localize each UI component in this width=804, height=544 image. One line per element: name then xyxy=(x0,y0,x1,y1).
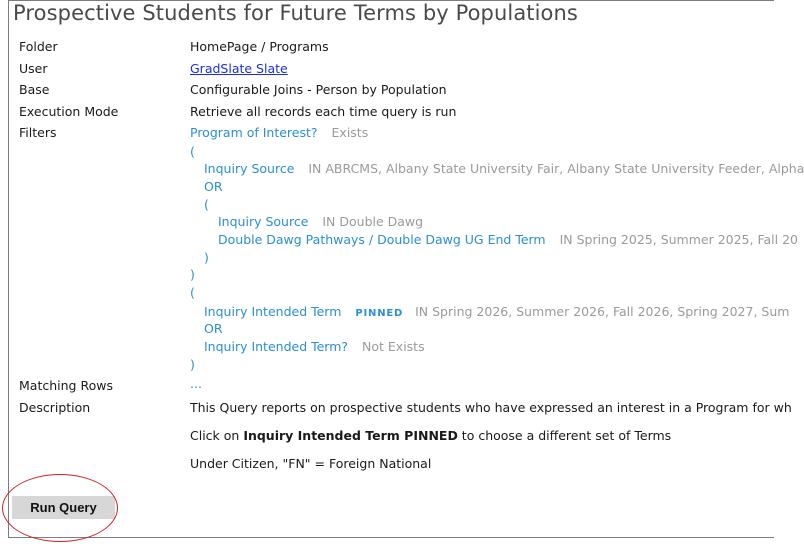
filter-inquiry-intended-term xyxy=(204,304,789,319)
description-text: to choose a different set of Terms xyxy=(457,428,672,443)
filter-operator: IN ABRCMS, Albany State University Fair, Albany State University Feeder, Alpha xyxy=(308,161,804,176)
group-close-paren: ) xyxy=(204,250,209,265)
filter-inquiry-intended-term-exists xyxy=(204,339,425,354)
group-open-paren: ( xyxy=(204,197,209,212)
or-operator: OR xyxy=(204,321,223,336)
pinned-badge[interactable]: PINNED xyxy=(355,308,404,319)
description-line-1: This Query reports on prospective students who have expressed an interest in a Program for wh xyxy=(190,400,792,415)
group-open-paren: ( xyxy=(190,285,195,300)
matching-rows-link[interactable]: ... xyxy=(190,376,202,391)
filter-inquiry-source-dd xyxy=(218,214,423,229)
filter-operator: IN Spring 2026, Summer 2026, Fall 2026, Spring 2027, Sum xyxy=(415,304,790,319)
user-label: User xyxy=(19,61,48,76)
filter-field-link[interactable]: Inquiry Intended Term? xyxy=(204,339,349,354)
description-line-3: Under Citizen, "FN" = Foreign National xyxy=(190,456,432,471)
filter-operator: IN Double Dawg xyxy=(322,214,424,229)
matching-rows-label: Matching Rows xyxy=(19,378,113,393)
description-text: Click on xyxy=(190,428,244,443)
filter-program-of-interest xyxy=(190,125,368,140)
user-link[interactable]: GradSlate Slate xyxy=(190,61,288,76)
execution-mode-value: Retrieve all records each time query is run xyxy=(190,104,457,119)
folder-value: HomePage / Programs xyxy=(190,39,329,54)
group-open-paren: ( xyxy=(190,144,195,159)
filter-field-link[interactable]: Double Dawg Pathways / Double Dawg UG End Term xyxy=(218,232,546,247)
execution-mode-label: Execution Mode xyxy=(19,104,119,119)
group-close-paren: ) xyxy=(190,357,195,372)
filter-operator: IN Spring 2025, Summer 2025, Fall 20 xyxy=(559,232,798,247)
query-panel xyxy=(8,0,804,538)
filter-field-link[interactable]: Program of Interest? xyxy=(190,125,318,140)
filters-label: Filters xyxy=(19,125,57,140)
folder-label: Folder xyxy=(19,39,58,54)
description-line-2 xyxy=(190,428,671,443)
filter-field-link[interactable]: Inquiry Intended Term xyxy=(204,304,342,319)
description-bold-text: Inquiry Intended Term PINNED xyxy=(243,428,458,443)
filter-field-link[interactable]: Inquiry Source xyxy=(218,214,309,229)
filter-operator: Exists xyxy=(331,125,369,140)
base-label: Base xyxy=(19,82,50,97)
group-close-paren: ) xyxy=(190,267,195,282)
page-title: Prospective Students for Future Terms by Populations xyxy=(13,1,578,25)
filter-inquiry-source xyxy=(204,161,804,176)
base-value: Configurable Joins - Person by Population xyxy=(190,82,447,97)
filter-operator: Not Exists xyxy=(362,339,425,354)
description-label: Description xyxy=(19,400,91,415)
filter-field-link[interactable]: Inquiry Source xyxy=(204,161,295,176)
run-query-button[interactable]: Run Query xyxy=(12,496,115,519)
filter-double-dawg-term xyxy=(218,232,798,247)
or-operator: OR xyxy=(204,179,223,194)
